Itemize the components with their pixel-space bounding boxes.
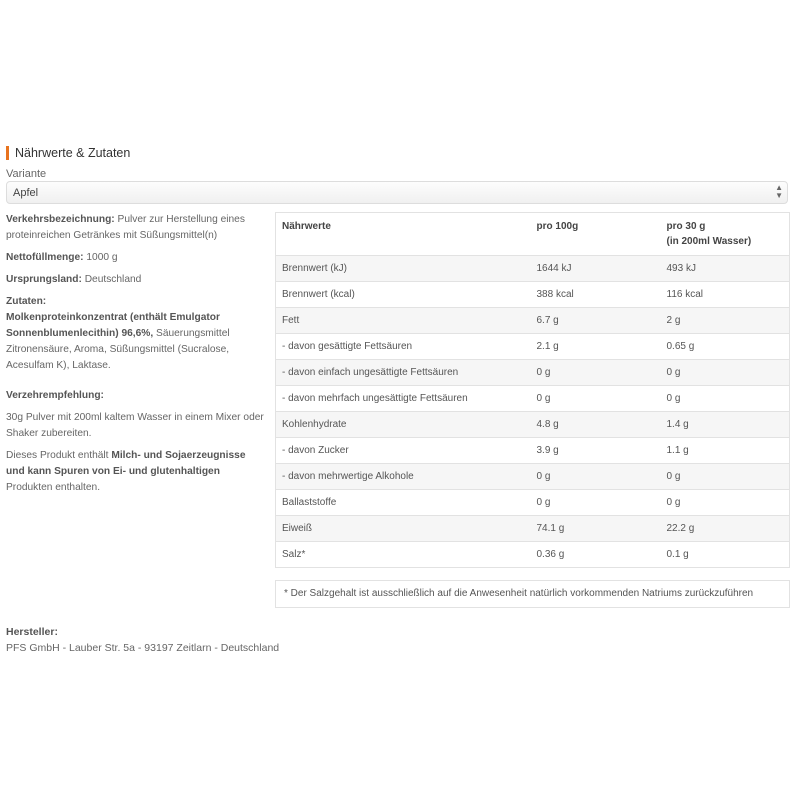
verzehr-label: Verzehrempfehlung: — [6, 390, 104, 401]
table-cell: Brennwert (kcal) — [276, 282, 531, 308]
table-row — [276, 490, 790, 516]
section-title: Nährwerte & Zutaten — [15, 146, 131, 160]
table-row — [276, 282, 790, 308]
zutaten-label: Zutaten: — [6, 296, 47, 307]
table-cell: 0 g — [661, 490, 790, 516]
table-row — [276, 256, 790, 282]
table-cell: 0 g — [661, 360, 790, 386]
table-cell: - davon mehrwertige Alkohole — [276, 464, 531, 490]
section-header — [6, 146, 130, 160]
table-cell: 4.8 g — [531, 412, 661, 438]
table-cell: 2.1 g — [531, 334, 661, 360]
table-row — [276, 412, 790, 438]
table-cell: 0.36 g — [531, 542, 661, 568]
table-cell: 388 kcal — [531, 282, 661, 308]
netto-text: Nettofüllmenge: 1000 g — [6, 252, 118, 263]
table-header-row — [276, 213, 790, 256]
header-pro-100g: pro 100g — [536, 221, 579, 232]
allergen-text: Dieses Produkt enthält Milch- und Sojaerzeugnisse und kann Spuren von Ei- und glutenhaltigen Produkten enthalten. — [6, 450, 246, 493]
table-cell: 0 g — [661, 386, 790, 412]
table-row — [276, 360, 790, 386]
table-cell: 3.9 g — [531, 438, 661, 464]
table-cell: 1.4 g — [661, 412, 790, 438]
variant-select[interactable] — [6, 181, 788, 204]
table-cell: 74.1 g — [531, 516, 661, 542]
table-row — [276, 516, 790, 542]
variant-label: Variante — [6, 168, 47, 180]
header-pro-30g: pro 30 g (in 200ml Wasser) — [666, 221, 752, 247]
table-cell: Fett — [276, 308, 531, 334]
table-cell: 2 g — [661, 308, 790, 334]
table-cell: 0 g — [661, 464, 790, 490]
table-cell: 0 g — [531, 490, 661, 516]
variant-value: Apfel — [13, 187, 39, 199]
table-cell: Kohlenhydrate — [276, 412, 531, 438]
table-cell: - davon gesättigte Fettsäuren — [276, 334, 531, 360]
table-cell: 0 g — [531, 360, 661, 386]
salt-footnote: * Der Salzgehalt ist ausschließlich auf die Anwesenheit natürlich vorkommenden Natriums zurückzuführen — [275, 580, 790, 608]
table-cell: - davon Zucker — [276, 438, 531, 464]
table-cell: 0.1 g — [661, 542, 790, 568]
product-info — [6, 212, 266, 496]
table-cell: 6.7 g — [531, 308, 661, 334]
table-cell: Ballaststoffe — [276, 490, 531, 516]
manufacturer-value: PFS GmbH - Lauber Str. 5a - 93197 Zeitlarn - Deutschland — [6, 642, 280, 654]
table-cell: Salz* — [276, 542, 531, 568]
verkehr-text: Verkehrsbezeichnung: Pulver zur Herstellung eines proteinreichen Getränkes mit Süßungsmittel(n) — [6, 214, 245, 241]
table-cell: 0.65 g — [661, 334, 790, 360]
table-cell: 0 g — [531, 386, 661, 412]
table-row — [276, 386, 790, 412]
table-cell: 1.1 g — [661, 438, 790, 464]
table-cell: Eiweiß — [276, 516, 531, 542]
table-row — [276, 438, 790, 464]
table-row — [276, 308, 790, 334]
accent-bar — [6, 146, 9, 160]
table-body — [276, 256, 790, 568]
table-cell: 1644 kJ — [531, 256, 661, 282]
table-row — [276, 542, 790, 568]
table-cell: Brennwert (kJ) — [276, 256, 531, 282]
updown-chevron-icon: ▲ ▼ — [775, 183, 783, 200]
verzehr-text: 30g Pulver mit 200ml kaltem Wasser in einem Mixer oder Shaker zubereiten. — [6, 412, 264, 439]
table-cell: 493 kJ — [661, 256, 790, 282]
manufacturer — [6, 624, 279, 656]
table-cell: 22.2 g — [661, 516, 790, 542]
header-naehrwerte: Nährwerte — [282, 221, 331, 232]
table-row — [276, 464, 790, 490]
table-cell: - davon einfach ungesättigte Fettsäuren — [276, 360, 531, 386]
manufacturer-label: Hersteller: — [6, 626, 58, 638]
ursprung-text: Ursprungsland: Deutschland — [6, 274, 142, 285]
table-cell: 116 kcal — [661, 282, 790, 308]
table-cell: - davon mehrfach ungesättigte Fettsäuren — [276, 386, 531, 412]
zutaten-text: Molkenproteinkonzentrat (enthält Emulgator Sonnenblumenlecithin) 96,6%, Säuerungsmittel Zitronensäure, Aroma, Süßungsmittel (Sucralose, Acesulfam K), Laktase. — [6, 312, 230, 371]
table-row — [276, 334, 790, 360]
nutrition-table — [275, 212, 790, 568]
table-cell: 0 g — [531, 464, 661, 490]
